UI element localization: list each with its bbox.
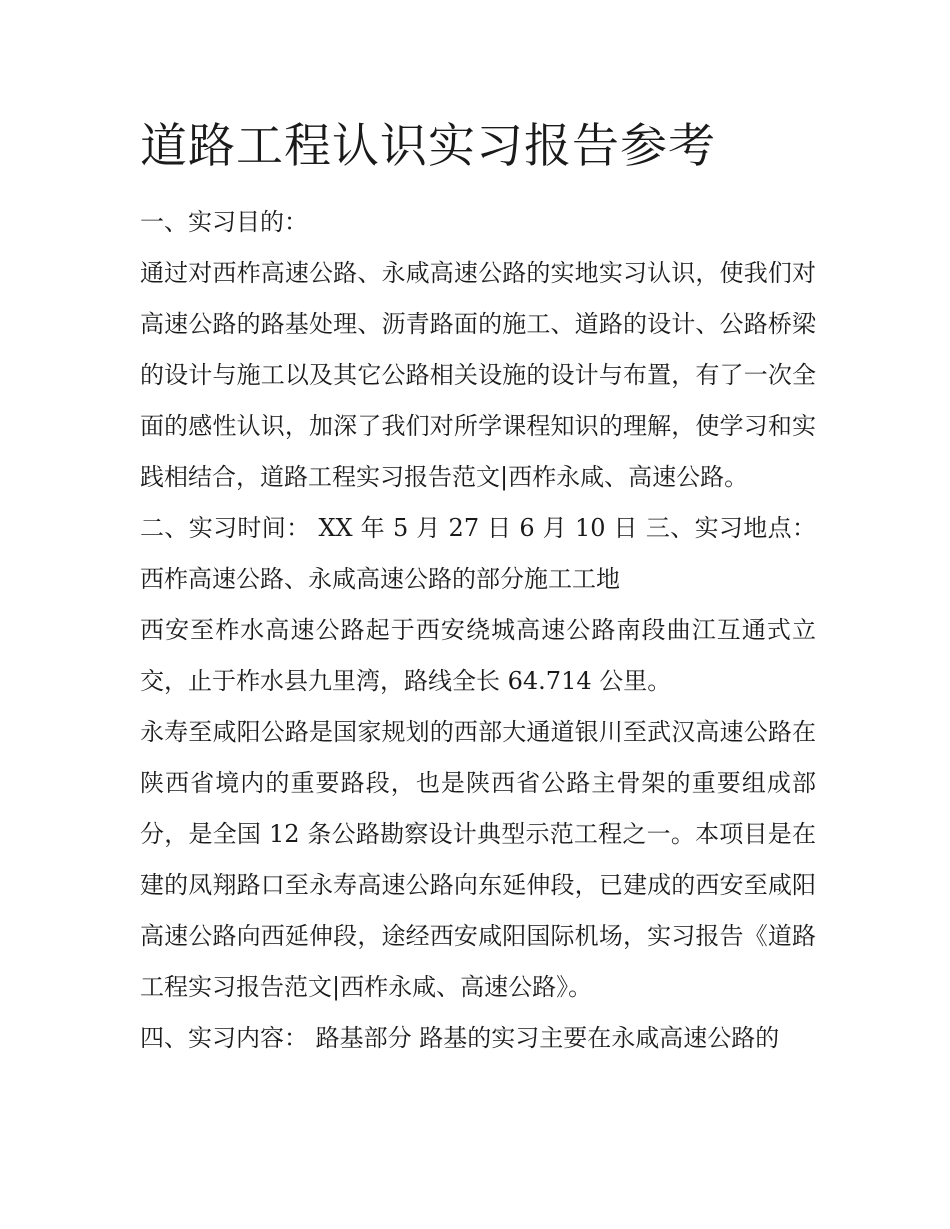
xizha-highway-paragraph: 西安至柞水高速公路起于西安绕城高速公路南段曲江互通式立交，止于柞水县九里湾，路线全长 64.714 公里。 [140, 616, 816, 695]
content-section-paragraph: 四、实习内容： 路基部分 路基的实习主要在永咸高速公路的 [140, 1024, 780, 1052]
purpose-paragraph: 通过对西柞高速公路、永咸高速公路的实地实习认识，使我们对高速公路的路基处理、沥青路面的施工、道路的设计、公路桥梁的设计与施工以及其它公路相关设施的设计与布置，有了一次全面的感性认识，加深了我们对所学课程知识的理解，使学习和实践相结合，道路工程实习报告范文|西柞永咸、高速公路。 [140, 259, 816, 491]
time-location-paragraph: 二、实习时间： XX 年 5 月 27 日 6 月 10 日 三、实习地点： 西柞高速公路、永咸高速公路的部分施工工地 [140, 514, 816, 593]
section-purpose-heading: 一、实习目的： [140, 208, 308, 236]
yongxian-highway-paragraph: 永寿至咸阳公路是国家规划的西部大通道银川至武汉高速公路在陕西省境内的重要路段，也是陕西省公路主骨架的重要组成部分，是全国 12 条公路勘察设计典型示范工程之一。本项目是在建的凤翔路口至永寿高速公路向东延伸段，已建成的西安至咸阳高速公路向西延伸段，途经西安咸阳国际机场，实习报告《道路工程实习报告范文|西柞永咸、高速公路》。 [140, 718, 816, 1001]
document-title: 道路工程认识实习报告参考 [140, 119, 716, 174]
document-body [140, 197, 816, 1064]
